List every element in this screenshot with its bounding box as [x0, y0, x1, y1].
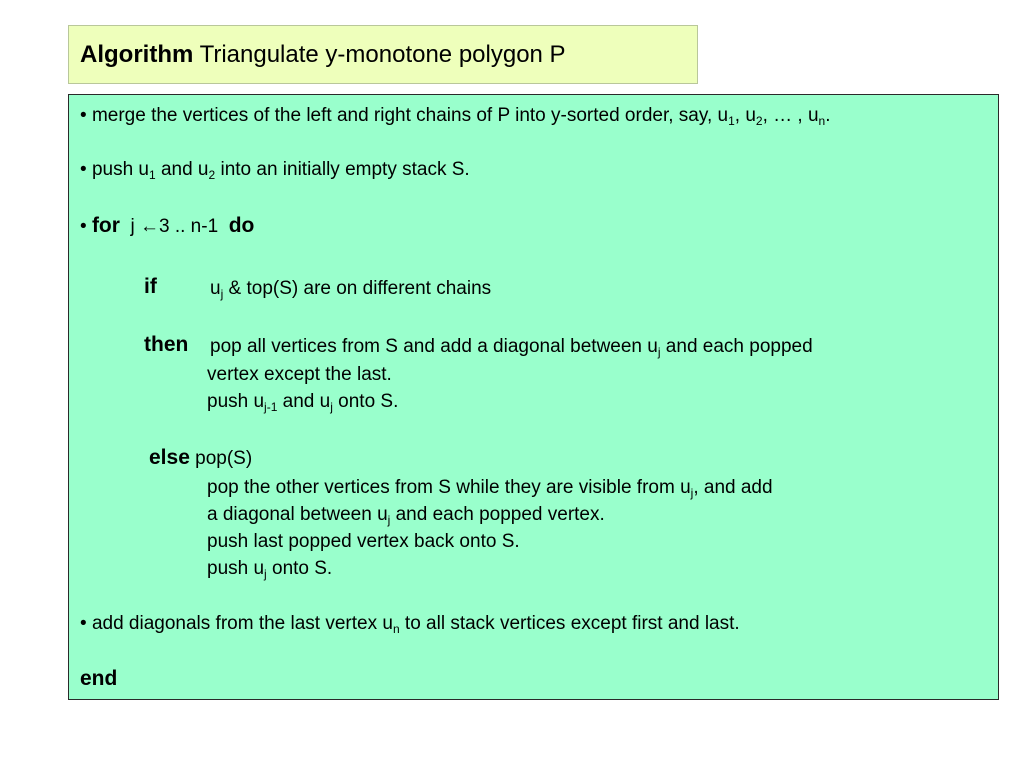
- else-pop-text: pop the other vertices from S while they are visible from u: [207, 477, 691, 498]
- merge-text: merge the vertices of the left and right chains of P into y-sorted order, say, u: [91, 105, 729, 126]
- step-if-condition: [210, 278, 491, 300]
- subscript: 2: [208, 168, 216, 182]
- merge-sep: , u: [734, 105, 756, 126]
- bullet: •: [80, 216, 87, 237]
- step-else-diagonal: [207, 504, 605, 526]
- subscript: n: [392, 622, 400, 636]
- keyword-end: end: [80, 667, 118, 690]
- subscript: j: [220, 287, 224, 301]
- algorithm-box: [68, 94, 999, 700]
- if-text: & top(S) are on different chains: [223, 278, 492, 299]
- step-else: [149, 447, 252, 470]
- subscript: j-1: [264, 400, 278, 414]
- push-text: into an initially empty stack S.: [215, 159, 470, 180]
- keyword-then: then: [144, 333, 189, 356]
- step-then-keyword: [144, 334, 188, 357]
- then-push-text: onto S.: [332, 391, 399, 412]
- title-keyword: Algorithm: [80, 41, 194, 68]
- push-text: push u: [91, 159, 149, 180]
- step-then-push: [207, 391, 398, 413]
- bullet: •: [80, 613, 87, 634]
- then-text: pop all vertices from S and add a diagonal between u: [210, 336, 658, 357]
- else-diag-text: a diagonal between u: [207, 504, 388, 525]
- then-text: vertex except the last.: [207, 364, 392, 385]
- then-push-text: push u: [207, 391, 265, 412]
- add-diag-text: add diagonals from the last vertex u: [91, 613, 393, 634]
- add-diag-text: to all stack vertices except first and last.: [399, 613, 740, 634]
- else-push-text: onto S.: [266, 558, 333, 579]
- keyword-for: for: [91, 214, 120, 237]
- subscript: n: [818, 114, 826, 128]
- step-add-diagonals: [80, 613, 740, 635]
- merge-end: .: [825, 105, 831, 126]
- else-push-last-text: push last popped vertex back onto S.: [207, 531, 520, 552]
- step-end: [80, 668, 117, 691]
- else-push-text: push u: [207, 558, 265, 579]
- subscript: j: [690, 486, 694, 500]
- slide-title: [80, 41, 566, 69]
- subscript: 1: [728, 114, 735, 128]
- keyword-do: do: [228, 214, 255, 237]
- keyword-else: else: [149, 446, 190, 469]
- else-diag-text: and each popped vertex.: [390, 504, 605, 525]
- step-else-pop: [207, 477, 773, 499]
- step-merge: [80, 105, 831, 127]
- step-if-keyword: [144, 276, 157, 299]
- step-then-action: [210, 336, 813, 358]
- keyword-if: if: [144, 275, 157, 298]
- title-box: [68, 25, 698, 84]
- subscript: j: [264, 567, 267, 581]
- then-push-text: and u: [277, 391, 331, 412]
- subscript: j: [387, 513, 391, 527]
- push-text: and u: [155, 159, 209, 180]
- else-text: pop(S): [195, 448, 253, 469]
- subscript: 1: [148, 168, 156, 182]
- title-name: Triangulate y-monotone polygon P: [199, 41, 566, 68]
- step-else-push-last: [207, 531, 520, 553]
- if-text: u: [210, 278, 221, 299]
- bullet: •: [80, 159, 87, 180]
- step-else-push-uj: [207, 558, 332, 580]
- then-text: and each popped: [660, 336, 813, 357]
- subscript: 2: [755, 114, 763, 128]
- step-push: [80, 159, 470, 181]
- step-then-continued: [207, 364, 392, 386]
- loop-range: j ←3 .. n-1: [130, 216, 219, 237]
- bullet: •: [80, 105, 87, 126]
- subscript: j: [657, 345, 661, 359]
- subscript: j: [330, 400, 333, 414]
- step-for: [80, 215, 254, 238]
- merge-sep: , … , u: [762, 105, 819, 126]
- else-pop-text: , and add: [693, 477, 773, 498]
